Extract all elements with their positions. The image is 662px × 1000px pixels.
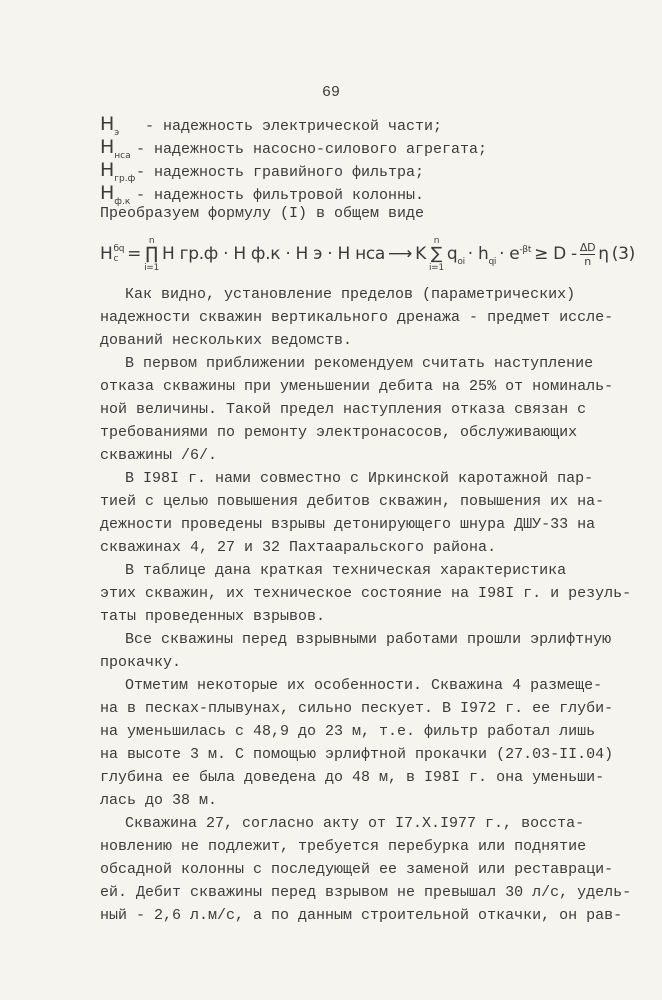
definition-item [100, 136, 487, 159]
definition-symbol: $H_э$ [100, 113, 120, 138]
formula-eq: = [127, 243, 142, 264]
formula-prod: n ∏ i=1 [144, 235, 159, 273]
text-line: прокачку. [100, 654, 182, 671]
formula-3 [100, 232, 635, 276]
definition-item [100, 182, 487, 205]
text-line: ный - 2,6 л.м/с, а по данным строительной откачки, он рав- [100, 907, 623, 924]
intro-text: Преобразуем формулу (I) в общем виде [100, 205, 425, 222]
page-number: 69 [321, 84, 340, 101]
text-line: новлению не подлежит, требуется перебурка или поднятие [100, 838, 587, 855]
text-line: обсадной колонны с последующей ее заменой или реставраци- [100, 861, 614, 878]
formula-arrow: ⟶ [388, 243, 413, 264]
body-text [100, 283, 640, 927]
text-line: надежности скважин вертикального дренажа - предмет иссле- [100, 309, 614, 326]
text-line: В таблице дана краткая техническая характеристика [125, 562, 567, 579]
text-line: таты проведенных взрывов. [100, 608, 326, 625]
formula-tail: η [598, 243, 609, 264]
text-line: Как видно, установление пределов (параметрических) [125, 286, 576, 303]
formula-number: (3) [611, 243, 635, 264]
formula-k: K [415, 243, 426, 264]
formula-rel: ≥ D - [534, 243, 577, 264]
text-line: на в песках-плывунах, сильно пескует. В I972 г. ее глуби- [100, 700, 614, 717]
formula-exp: · $e^{-\beta t}$ [499, 243, 532, 264]
text-line: этих скважин, их техническое состояние на I98I г. и резуль- [100, 585, 632, 602]
text-line: отказа скважины при уменьшении дебита на 25% от номиналь- [100, 378, 614, 395]
text-line: глубина ее была доведена до 48 м, в I98I г. она уменьши- [100, 769, 605, 786]
text-line: ей. Дебит скважины перед взрывом не превышал 30 л/с, удель- [100, 884, 632, 901]
text-line: лась до 38 м. [100, 792, 218, 809]
text-line: Скважина 27, согласно акту от I7.X.I977 г., восста- [125, 815, 585, 832]
definition-text: - надежность насосно-силового агрегата; [136, 141, 488, 158]
definition-symbol: $H_{нса}$ [100, 136, 131, 161]
formula-q: $q_{oi}$ [446, 243, 465, 267]
definition-text: - надежность электрической части; [136, 118, 443, 135]
text-line: ной величины. Такой предел наступления отказа связан с [100, 401, 587, 418]
text-line: скважины /6/. [100, 447, 218, 464]
text-line: скважинах 4, 27 и 32 Пахтааральского района. [100, 539, 497, 556]
text-line: на уменьшилась с 48,9 до 23 м, т.е. фильтр работал лишь [100, 723, 596, 740]
text-line: требованиями по ремонту электронасосов, обслуживающих [100, 424, 578, 441]
text-line: В первом приближении рекомендуем считать наступление [125, 355, 594, 372]
definition-item [100, 113, 487, 136]
definitions-list [100, 113, 487, 205]
formula-sum: n ∑ i=1 [428, 235, 444, 273]
text-line: на высоте 3 м. С помощью эрлифтной прокачки (27.03-II.04) [100, 746, 614, 763]
text-line: дежности проведены взрывы детонирующего шнура ДШУ-33 на [100, 516, 596, 533]
definition-symbol: $H_{ф.к}$ [100, 182, 131, 207]
definition-text: - надежность фильтровой колонны. [136, 187, 425, 204]
formula-terms: H гр.ф · H ф.к · H э · H нса [161, 243, 386, 264]
definition-text: - надежность гравийного фильтра; [136, 164, 425, 181]
text-line: Отметим некоторые их особенности. Скважина 4 размеще- [125, 677, 603, 694]
text-line: Все скважины перед взрывными работами прошли эрлифтную [125, 631, 612, 648]
formula-lhs: H бq c [100, 243, 125, 264]
text-line: В I98I г. нами совместно с Иркинской каротажной пар- [125, 470, 594, 487]
definition-item [100, 159, 487, 182]
formula-h: · $h_{qi}$ [467, 243, 497, 267]
text-line: тией с целью повышения дебитов скважин, повышения их на- [100, 493, 605, 510]
text-line: дований нескольких ведомств. [100, 332, 353, 349]
formula-frac: $\frac{\Delta D}{n}$ [579, 240, 596, 268]
definition-symbol: $H_{гр.ф}$ [100, 159, 136, 184]
